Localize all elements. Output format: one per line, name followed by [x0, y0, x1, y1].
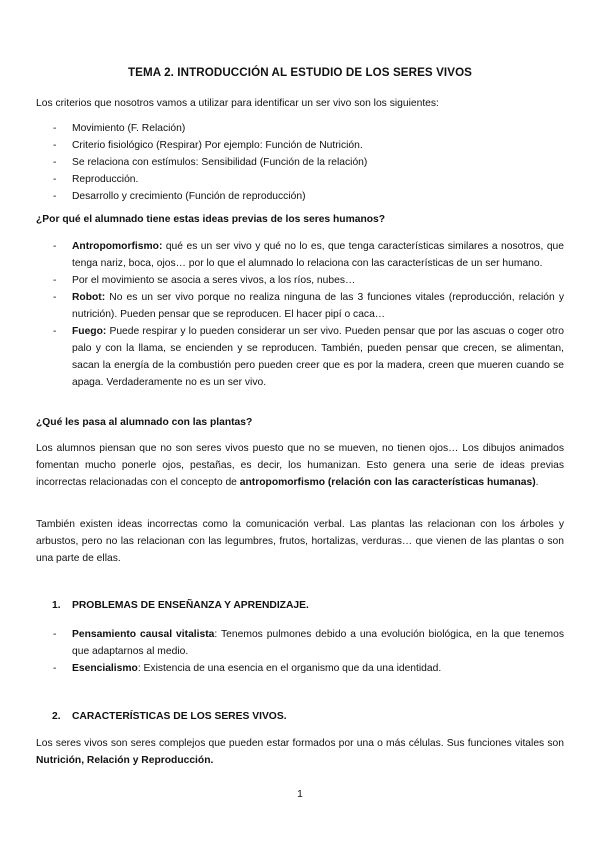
- list-item: - Esencialismo: Existencia de una esencia en el organismo que da una identidad.: [53, 663, 442, 674]
- question-heading-plants: ¿Qué les pasa al alumnado con las plantas?: [36, 417, 253, 428]
- list-item: - Fuego: Puede respirar y lo pueden considerar un ser vivo. Pueden pensar que por las ascuas o coger otro palo y con la llama, se encienden y se reproducen. También, pueden pensar que crecen, se alimentan, sacan la energía de la combustión pero pueden creer que es por la madera, creen que mueren cuando se apaga. Verdaderamente no es un ser vivo.: [53, 326, 564, 388]
- section1-list: [36, 626, 564, 677]
- question-heading-humans: ¿Por qué el alumnado tiene estas ideas previas de los seres humanos?: [36, 214, 386, 225]
- plants-paragraph-1: Los alumnos piensan que no son seres vivos puesto que no se mueven, no tienen ojos… Los dibujos animados fomentan mucho ponerle ojos, pestañas, es decir, los humanizan. Esto genera una serie de ideas previas incorrectas relacionadas con el concepto de antropomorfismo (relación con las características humanas).: [36, 443, 564, 488]
- intro-paragraph: Los criterios que nosotros vamos a utilizar para identificar un ser vivo son los siguientes:: [36, 98, 439, 109]
- criteria-list: [36, 120, 564, 205]
- section-heading-2: 2. CARACTERÍSTICAS DE LOS SERES VIVOS.: [52, 711, 287, 722]
- list-item: - Se relaciona con estímulos: Sensibilidad (Función de la relación): [53, 157, 368, 168]
- list-item: - Desarrollo y crecimiento (Función de reproducción): [53, 191, 306, 202]
- list-item: - Antropomorfismo: qué es un ser vivo y qué no lo es, que tenga características similares a nosotros, que tenga nariz, boca, ojos… por lo que el alumnado lo relaciona con las características de un ser humano.: [53, 241, 564, 269]
- list-item: - Movimiento (F. Relación): [53, 123, 186, 134]
- page-title: TEMA 2. INTRODUCCIÓN AL ESTUDIO DE LOS SERES VIVOS: [127, 66, 473, 79]
- plants-paragraph-2: También existen ideas incorrectas como la comunicación verbal. Las plantas las relacionan con los árboles y arbustos, pero no las relacionan con las legumbres, frutos, hortalizas, verduras… que vienen de las plantas o son una parte de ellas.: [36, 519, 564, 564]
- list-item: - Criterio fisiológico (Respirar) Por ejemplo: Función de Nutrición.: [53, 140, 363, 151]
- section-heading-1: 1. PROBLEMAS DE ENSEÑANZA Y APRENDIZAJE.: [52, 600, 309, 611]
- list-item: - Por el movimiento se asocia a seres vivos, a los ríos, nubes…: [53, 275, 356, 286]
- list-item: - Robot: No es un ser vivo porque no realiza ninguna de las 3 funciones vitales (reproducción, relación y nutrición). Pueden pensar que se reproducen. El hacer pipí o caca…: [53, 292, 564, 320]
- list-item: - Pensamiento causal vitalista: Tenemos pulmones debido a una evolución biológica, en la que tenemos que adaptarnos al medio.: [53, 629, 564, 657]
- section2-paragraph: Los seres vivos son seres complejos que pueden estar formados por una o más células. Sus funciones vitales son Nutrición, Relación y Reproducción.: [36, 738, 564, 766]
- list-item: - Reproducción.: [53, 174, 139, 185]
- page-number: 1: [297, 789, 303, 800]
- humans-ideas-list: [36, 238, 564, 391]
